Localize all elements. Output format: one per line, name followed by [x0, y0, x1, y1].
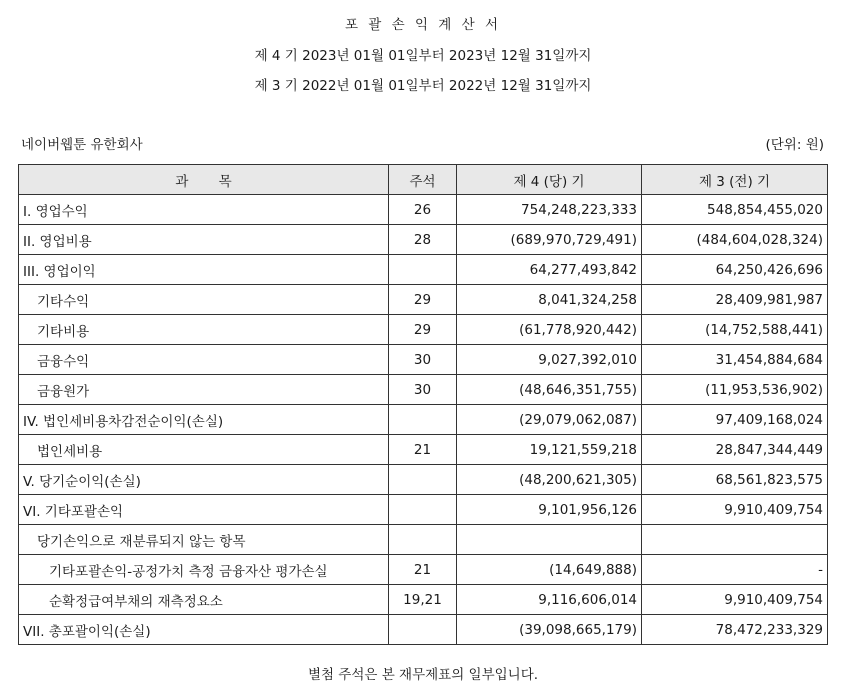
table-row: [19, 495, 828, 525]
row-prior-amount: [642, 525, 828, 555]
period-current: 제 4 기 2023년 01월 01일부터 2023년 12월 31일까지: [254, 48, 592, 64]
row-current-amount: 19,121,559,218: [457, 435, 642, 465]
row-current-amount: (29,079,062,087): [457, 405, 642, 435]
row-subject: 기타비용: [19, 315, 389, 345]
row-prior-amount: (484,604,028,324): [642, 225, 828, 255]
row-prior-amount: 28,847,344,449: [642, 435, 828, 465]
row-current-amount: (14,649,888): [457, 555, 642, 585]
statement-title: 포 괄 손 익 계 산 서: [344, 17, 502, 33]
row-current-amount: (61,778,920,442): [457, 315, 642, 345]
row-prior-amount: -: [642, 555, 828, 585]
row-note: [389, 465, 457, 495]
row-subject: 기타포괄손익-공정가치 측정 금융자산 평가손실: [19, 555, 389, 585]
col-header-note: 주석: [389, 165, 457, 195]
row-current-amount: (689,970,729,491): [457, 225, 642, 255]
row-subject: VI. 기타포괄손익: [19, 495, 389, 525]
table-row: [19, 615, 828, 645]
table-row: [19, 585, 828, 615]
row-current-amount: 9,101,956,126: [457, 495, 642, 525]
table-row: [19, 285, 828, 315]
row-subject: V. 당기순이익(손실): [19, 465, 389, 495]
row-prior-amount: 31,454,884,684: [642, 345, 828, 375]
table-row: [19, 225, 828, 255]
row-note: 30: [389, 375, 457, 405]
row-current-amount: 754,248,223,333: [457, 195, 642, 225]
row-prior-amount: 9,910,409,754: [642, 495, 828, 525]
table-row: [19, 555, 828, 585]
row-current-amount: 9,116,606,014: [457, 585, 642, 615]
table-row: [19, 375, 828, 405]
row-current-amount: 9,027,392,010: [457, 345, 642, 375]
row-note: 21: [389, 435, 457, 465]
row-prior-amount: 9,910,409,754: [642, 585, 828, 615]
row-subject: IV. 법인세비용차감전순이익(손실): [19, 405, 389, 435]
table-row: [19, 435, 828, 465]
col-header-prior: 제 3 (전) 기: [642, 165, 828, 195]
col-header-subject: 과 목: [19, 165, 389, 195]
row-subject: III. 영업이익: [19, 255, 389, 285]
table-row: [19, 525, 828, 555]
table-row: [19, 315, 828, 345]
row-current-amount: (48,200,621,305): [457, 465, 642, 495]
table-row: [19, 465, 828, 495]
table-row: [19, 195, 828, 225]
row-note: 29: [389, 315, 457, 345]
row-prior-amount: (11,953,536,902): [642, 375, 828, 405]
row-subject: 순확정급여부채의 재측정요소: [19, 585, 389, 615]
row-prior-amount: 548,854,455,020: [642, 195, 828, 225]
period-prior: 제 3 기 2022년 01월 01일부터 2022년 12월 31일까지: [254, 78, 592, 94]
col-header-current: 제 4 (당) 기: [457, 165, 642, 195]
row-subject: II. 영업비용: [19, 225, 389, 255]
row-current-amount: (48,646,351,755): [457, 375, 642, 405]
row-note: [389, 405, 457, 435]
row-prior-amount: 78,472,233,329: [642, 615, 828, 645]
row-subject: I. 영업수익: [19, 195, 389, 225]
row-note: 21: [389, 555, 457, 585]
row-note: 29: [389, 285, 457, 315]
row-note: 26: [389, 195, 457, 225]
row-current-amount: 64,277,493,842: [457, 255, 642, 285]
row-prior-amount: 28,409,981,987: [642, 285, 828, 315]
row-current-amount: (39,098,665,179): [457, 615, 642, 645]
row-note: [389, 495, 457, 525]
row-note: [389, 255, 457, 285]
row-subject: 기타수익: [19, 285, 389, 315]
table-header-row: [19, 165, 828, 195]
income-statement-table: [18, 164, 828, 645]
unit-label: (단위: 원): [765, 137, 824, 153]
company-name: 네이버웹툰 유한회사: [21, 137, 143, 153]
row-prior-amount: 68,561,823,575: [642, 465, 828, 495]
row-subject: VII. 총포괄이익(손실): [19, 615, 389, 645]
row-subject: 금융원가: [19, 375, 389, 405]
row-current-amount: 8,041,324,258: [457, 285, 642, 315]
row-subject: 법인세비용: [19, 435, 389, 465]
table-row: [19, 255, 828, 285]
row-subject: 금융수익: [19, 345, 389, 375]
row-note: [389, 525, 457, 555]
row-prior-amount: (14,752,588,441): [642, 315, 828, 345]
row-prior-amount: 64,250,426,696: [642, 255, 828, 285]
row-note: 30: [389, 345, 457, 375]
row-current-amount: [457, 525, 642, 555]
table-row: [19, 405, 828, 435]
row-prior-amount: 97,409,168,024: [642, 405, 828, 435]
footer-note: 별첨 주석은 본 재무제표의 일부입니다.: [307, 667, 539, 683]
row-note: 28: [389, 225, 457, 255]
row-subject: 당기손익으로 재분류되지 않는 항목: [19, 525, 389, 555]
row-note: [389, 615, 457, 645]
row-note: 19,21: [389, 585, 457, 615]
table-row: [19, 345, 828, 375]
